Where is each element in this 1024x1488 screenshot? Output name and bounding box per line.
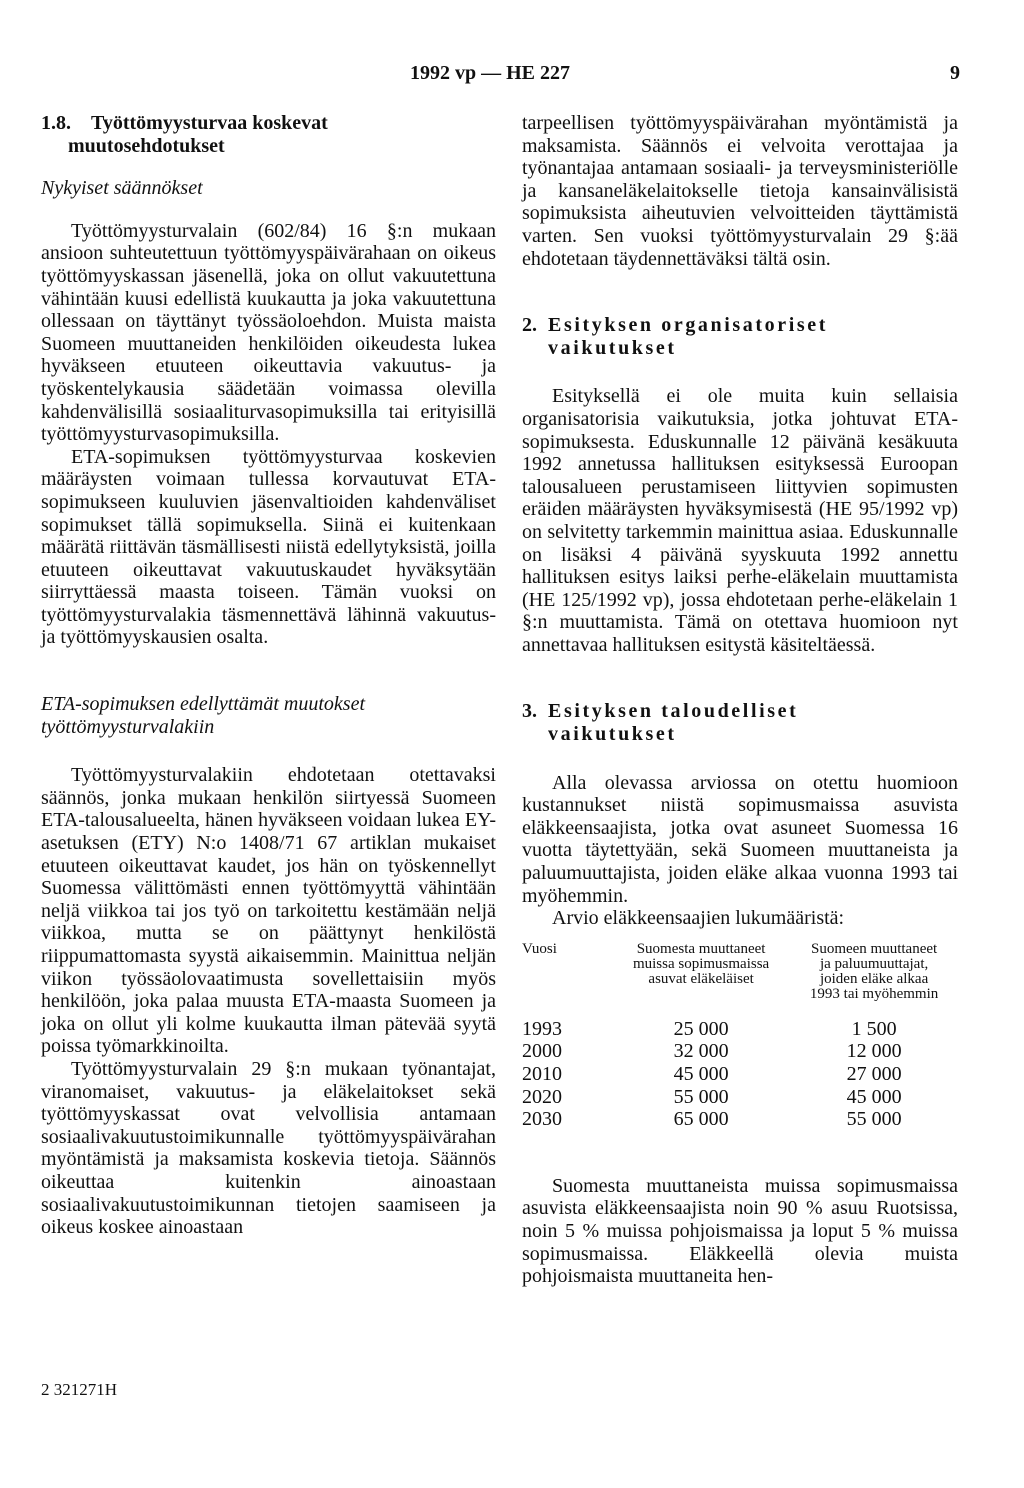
running-header [0,62,1024,88]
paragraph-proposal: Työttömyysturvalakiin ehdotetaan otettavaksi säännös, jonka mukaan henkilön siirtyessä Suomeen ETA-talousalueelta, hänen hyväkseen voidaan lukea EY-asetuksen (ETY) N:o 1408/71 67 artiklan mukaiset etuuteen oikeuttavat kaudet, jos hän on työskennellyt Suomessa välittömästi ennen työttömyyttä vähintään neljä viikkoa tai jos työ on tarkoitettu kestämään neljä viikkoa, mutta se on päättynyt henkilöstä riippumattomasta syystä aikaisemmin. Mainittua neljän viikon työssäolovaatimusta sovellettaisiin myös henkilöön, joka palaa muusta ETA-maasta Suomeen ja joka on ollut yli kolme kuukautta ilman pätevää syytä poissa työmarkkinoilta. [41,764,496,1058]
table-row [522,1018,958,1041]
paragraph-section-29: Työttömyysturvalain 29 §:n mukaan työnantajat, viranomaiset, vakuutus- ja eläkelaitokset sekä työttömyyskassat ovat velvollisia antamaan sosiaalivakuutustoimikunnalle työttömyyspäivärahan myöntämistä ja maksamista koskevia tietoja. Säännös oikeuttaa kuitenkin ainoastaan sosiaalivakuutustoimikunnan tietojen saamiseen ja oikeus koskee ainoastaan [41,1057,496,1239]
header-title: 1992 vp — HE 227 [410,62,571,84]
cell-year: 2010 [522,1063,562,1085]
section-heading-3 [522,700,958,745]
cell-immigrants: 45 000 [846,1085,902,1108]
cell-immigrants: 55 000 [846,1108,902,1131]
cell-emigrants: 25 000 [673,1017,729,1040]
footer-code: 2 321271H [41,1380,118,1399]
header-year: Vuosi [522,940,557,957]
paragraph-continuation: tarpeellisen työttömyyspäivärahan myöntämistä ja maksamista. Säännös ei velvoita verottajaa ja työnantajaa antamaan sosiaali- ja terveysministeriölle ja kansaneläkelaitokselle tietoja kansainvälisistä sopimuksista aiheutuvien velvoitteiden täyttämistä varten. Sen vuoksi työttömyysturvalain 29 §:ää ehdotetaan täydennettäväksi tältä osin. [522,112,958,270]
paragraph-current-law: Työttömyysturvalain (602/84) 16 §:n mukaan ansioon suhteutettuun työttömyyspäivärahaan on oikeus työttömyyskassan jäsenellä, joka on ollut vakuutettuna vähintään kuusi edellistä kuukautta ja joka vakuutettuna ollessaan on täyttänyt työssäoloehdon. Muista maista Suomeen muuttaneiden henkilöiden oikeudesta lukea hyväkseen etuuteen oikeuttavia vakuutus- ja työskentelykausia säädetään voimassa olevilla kahdenvälisillä sosiaaliturvasopimuksilla tai erityisillä työttömyysturvasopimuksilla. [41,219,496,446]
table-row [522,1063,958,1086]
paragraph-eta-agreement: ETA-sopimuksen työttömyysturvaa koskevien määräysten voimaan tullessa korvautuvat ETA-sopimukseen kuuluvien jäsenvaltioiden kahdenväliset sopimukset tällä sopimuksella. Siinä ei kuitenkaan määrätä riittävän täsmällisesti niistä edellytyksistä, joilla etuuteen oikeuttavat vakuutuskaudet hyväksytään siirryttäessä maasta toiseen. Tämän vuoksi on työttömyysturvalakia täsmennettävä lähinnä vakuutus- ja työttömyyskausien osalta. [41,445,496,649]
table-caption: Arvio eläkkeensaajien lukumääristä: [552,907,845,930]
paragraph-economic-effects: Alla olevassa arviossa on otettu huomioon kustannukset niistä sopimusmaissa asuvista eläkkeensaajista, jotka ovat asuneet Suomessa 16 vuotta täytettyään, sekä Suomeen muuttaneista ja paluumuuttajista, joiden eläke alkaa vuonna 1993 tai myöhemmin. [522,771,958,907]
cell-emigrants: 55 000 [673,1085,729,1108]
section-3-title-line-2: vaikutukset [548,723,677,746]
cell-year: 2000 [522,1040,562,1063]
subheading-current-rules: Nykyiset säännökset [41,177,203,200]
header-emigrants-line-2: muissa sopimusmaissa [632,955,770,972]
header-immigrants-line-3: joiden eläke alkaa [819,970,929,987]
right-column [522,112,958,1288]
section-2-title-line-2: vaikutukset [548,336,677,359]
cell-emigrants: 32 000 [673,1040,729,1063]
subheading-required-changes [41,693,496,738]
header-emigrants-line-3: asuvat eläkeläiset [648,970,754,987]
cell-immigrants: 12 000 [846,1040,902,1063]
header-emigrants-line-1: Suomesta muuttaneet [636,940,766,957]
table-row [522,1086,958,1109]
section-2-title-line-1: Esityksen organisatoriset [548,314,828,337]
pensioner-estimate-table [522,942,958,1131]
subheading-line-1: ETA-sopimuksen edellyttämät muutokset [41,693,366,716]
header-immigrants-line-4: 1993 tai myöhemmin [809,985,939,1002]
header-immigrants [790,942,958,1002]
cell-emigrants: 45 000 [673,1063,729,1085]
cell-year: 2020 [522,1085,562,1108]
table-header-row [522,942,958,1002]
page-number: 9 [950,62,960,84]
cell-immigrants: 1 500 [851,1017,897,1040]
header-emigrants [612,942,790,1002]
header-immigrants-line-1: Suomeen muuttaneet [810,940,938,957]
section-title-line-2: muutosehdotukset [68,134,225,157]
cell-year: 1993 [522,1017,562,1040]
cell-year: 2030 [522,1108,562,1131]
left-column [41,112,496,1239]
subheading-line-2: työttömyysturvalakiin [41,715,215,738]
table-row [522,1108,958,1131]
cell-emigrants: 65 000 [673,1108,729,1131]
section-number: 1.8. [41,112,71,134]
section-title-line-1: Työttömyysturvaa koskevat [91,112,328,134]
header-immigrants-line-2: ja paluumuuttajat, [819,955,929,972]
section-3-title-line-1: Esityksen taloudelliset [548,700,799,723]
paragraph-organisational-effects: Esityksellä ei ole muita kuin sellaisia organisatorisia vaikutuksia, jotka johtuvat ETA-sopimuksesta. Eduskunnalle 12 päivänä kesäkuuta 1992 annetussa hallituksen esityksessä Euroopan talousalueen perustamiseen liittyvien sopimusten eräiden määräysten hyväksymisestä (HE 95/1992 vp) on selvitetty tarkemmin mainittua asiaa. Eduskunnalle on lisäksi 4 päivänä syyskuuta 1992 annettu hallituksen esitys laiksi perhe-eläkelain muuttamista (HE 125/1992 vp), jossa ehdotetaan perhe-eläkelain 1 §:n muuttamista. Tämä on otettava huomioon nyt annettavaa hallituksen esitystä käsiteltäessä. [522,385,958,656]
table-row [522,1040,958,1063]
paragraph-residence-distribution: Suomesta muuttaneista muissa sopimusmaissa asuvista eläkkeensaajista noin 90 % asuu Ruotsissa, noin 5 % muissa pohjoismaissa ja loput 5 % muissa sopimusmaissa. Eläkkeellä olevia muista pohjoismaista muuttaneita hen- [522,1174,958,1288]
section-heading-2 [522,314,958,359]
section-3-number: 3. [522,700,537,723]
section-2-number: 2. [522,314,537,337]
cell-immigrants: 27 000 [846,1063,902,1085]
section-heading-1-8 [41,112,496,157]
